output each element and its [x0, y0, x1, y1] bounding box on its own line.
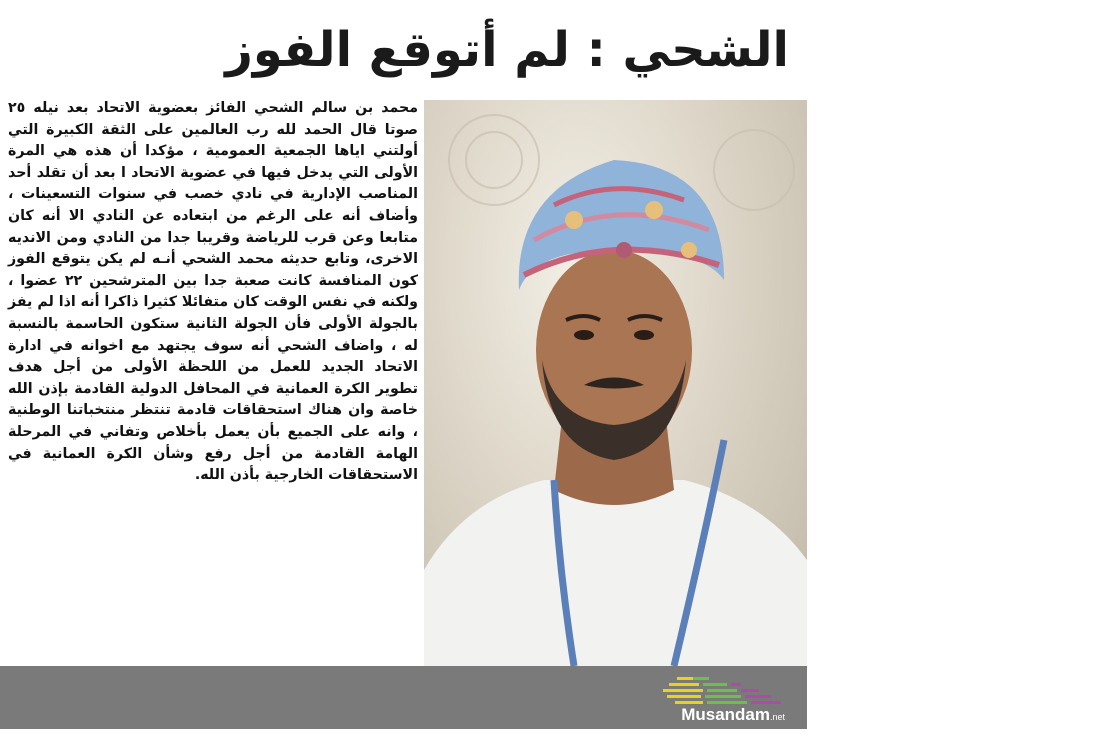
- logo-name: Musandam: [681, 705, 770, 724]
- portrait-illustration: [424, 100, 807, 666]
- logo-domain: .net: [769, 712, 785, 722]
- logo-wordmark: [681, 705, 785, 725]
- article-body: محمد بن سالم الشحي الفائز بعضوية الاتحاد بعد نيله ٢٥ صوتا قال الحمد لله رب العالمين على الثقة الكبيرة التي أولتني اياها الجمعية العمومية ، مؤكدا أن هذه هي المرة الأولى التي يدخل فيها في عضوية الاتحاد ا بعد أن تقلد أحد المناصب الإدارية في نادي خصب في سنوات التسعينات ، وأضاف أنه على الرغم من ابتعاده عن النادي الا أنه كان متابعا وعن قرب للرياضة وقريبا جدا من النادي ومن الانديه الاخرى، وتابع حديثه محمد الشحي أنـه لم يكن يتوقع الفوز كون المنافسة كانت صعبة جدا بين المترشحين ٢٢ عضوا ، ولكنه في نفس الوقت كان متفائلا كثيرا ذاكرا أنه اذا لم يفز بالجولة الأولى فأن الجولة الثانية ستكون الحاسمة بالنسبة له ، واضاف الشحي أنه سوف يجتهد مع اخوانه في ادارة الاتحاد الجديد للعمل من اللحظة الأولى من أجل هدف تطوير الكرة العمانية في المحافل الدولية القادمة بإذن الله خاصة وان هناك استحقاقات قادمة تنتظر منتخباتنا الوطنية ، وانه على الجميع بأن يعمل بأخلاص وتفاني في المرحلة الهامة القادمة من أجل رفع وشأن الكرة العمانية في الاستحقاقات الخارجية بأذن الله.: [8, 100, 418, 484]
- article-headline: الشحي : لم أتوقع الفوز: [225, 22, 789, 78]
- photo-caption: محمد الشحي: [966, 732, 1082, 753]
- footer-bar: [0, 666, 807, 729]
